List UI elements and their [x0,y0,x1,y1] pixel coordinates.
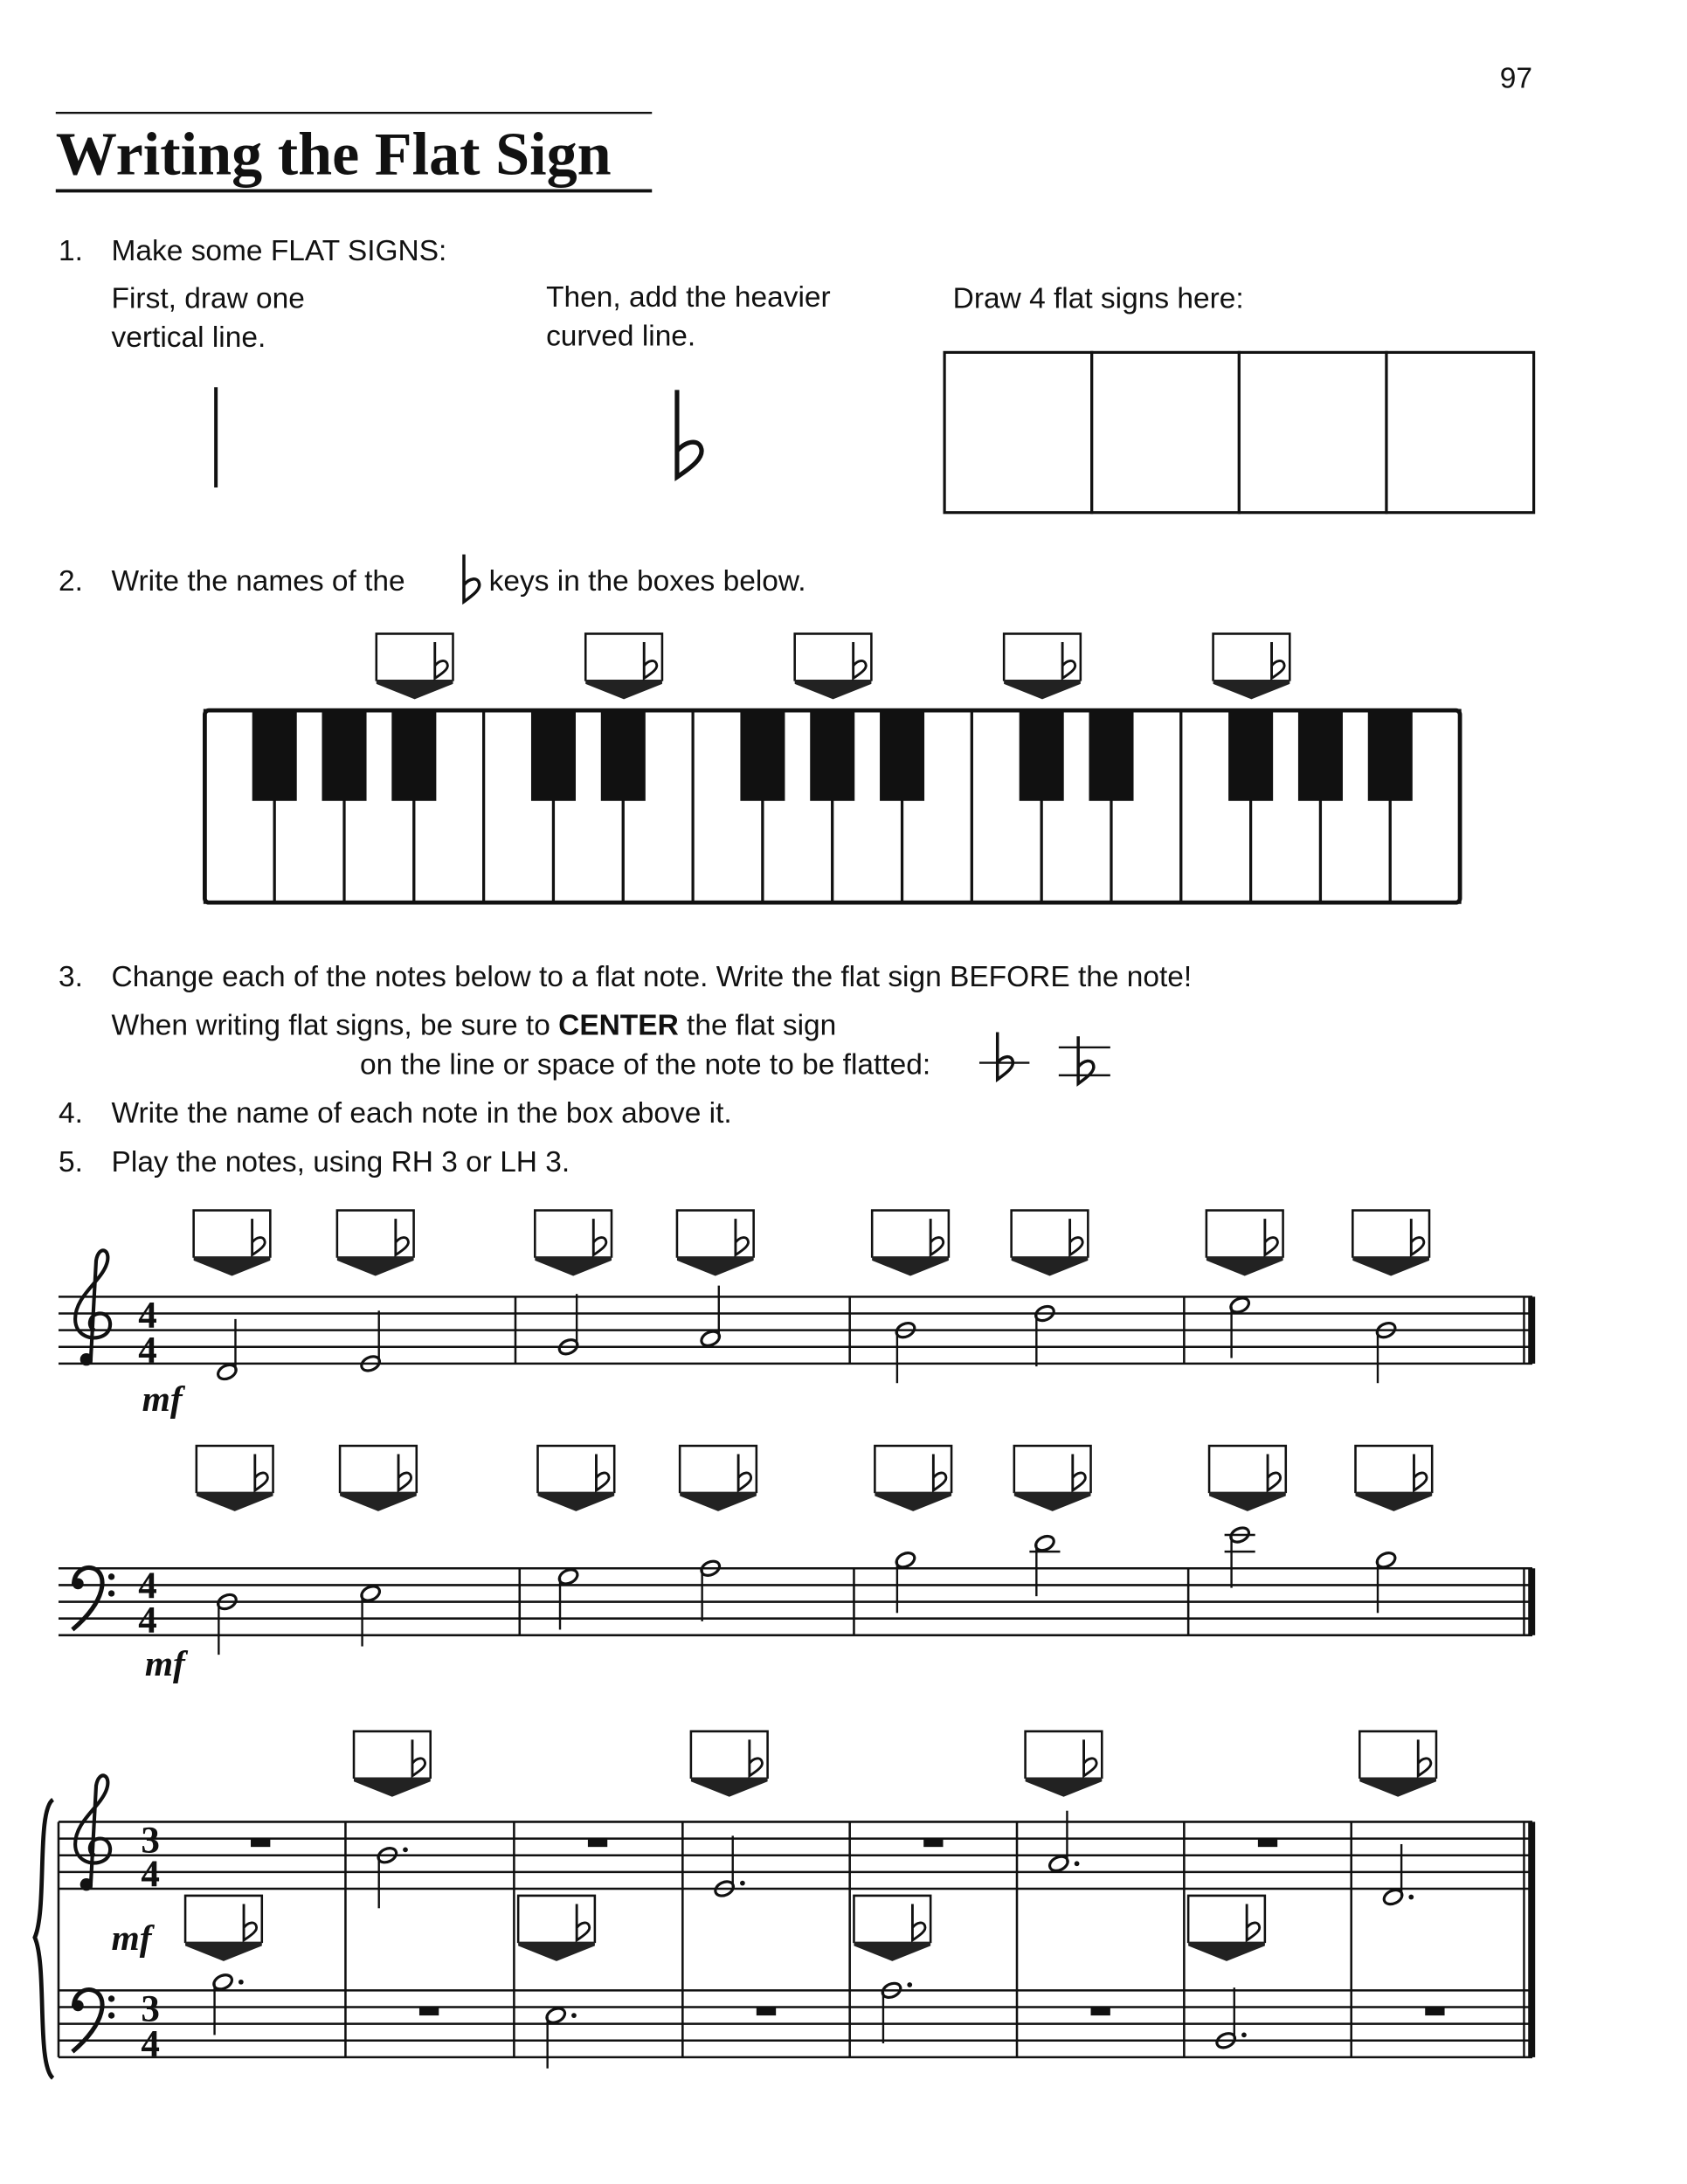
note-name-answer-box[interactable] [1213,633,1290,699]
note-name-answer-box[interactable] [1012,1211,1089,1276]
item4-number: 4. [58,1097,83,1130]
half-note [699,1286,722,1349]
answer-box-pointer [691,1777,768,1796]
treble-exercise-staff [59,1211,1535,1384]
bass-clef-dot [108,1573,114,1579]
item5-number: 5. [58,1145,83,1178]
bass-clef-icon [73,1567,114,1629]
answer-box-pointer [1359,1777,1436,1796]
flat-sign-example [677,390,702,477]
step2-line2: curved line. [546,320,696,353]
step1-line2: vertical line. [111,321,266,355]
step2-line1: Then, add the heavier [546,280,831,314]
note-name-answer-box[interactable] [340,1446,417,1511]
answer-box-pointer [185,1942,262,1961]
grand-bass-time-top: 3 [141,1988,160,2030]
bass-clef-dot [108,2012,114,2018]
final-bar-thick [1528,1296,1535,1364]
note-dot [403,1847,408,1852]
final-bar-thick [1528,1821,1535,2056]
item2-text-before: Write the names of the [111,565,405,598]
flat-practice-boxes [944,352,1533,512]
item3-text: Change each of the notes below to a flat note. Write the flat sign BEFORE the note! [111,960,1193,993]
black-key [1089,710,1133,801]
answer-box-pointer [1004,680,1081,699]
half-note [557,1567,580,1630]
flat-in-space-example [1059,1036,1110,1083]
dotted-half-note [544,2006,577,2069]
final-bar-thick [1528,1568,1535,1635]
item3-line3: on the line or space of the note to be flatted: [360,1048,931,1082]
black-key [1020,710,1064,801]
answer-box-pointer [677,1256,754,1275]
note-name-answer-box[interactable] [197,1446,273,1511]
black-key [1228,710,1273,801]
answer-box-pointer [1014,1492,1091,1511]
flat-icon [464,555,480,602]
note-dot [1075,1861,1080,1866]
bass-clef-dot [73,1578,84,1589]
answer-box-pointer [1352,1256,1429,1275]
note-dot [740,1881,745,1886]
whole-rest [923,1839,943,1848]
note-name-answer-box[interactable] [1352,1211,1429,1276]
answer-box-pointer [875,1492,951,1511]
note-name-answer-box[interactable] [354,1731,431,1797]
bass-clef-icon [73,1990,114,2052]
note-name-answer-box[interactable] [518,1896,595,1961]
flat-practice-box[interactable] [1239,352,1386,512]
page-number: 97 [1499,62,1533,95]
brace-icon [35,1800,53,2078]
black-key [880,710,924,801]
music-exercises [35,1211,1535,2078]
grand-staff-exercise [35,1731,1535,2078]
note-name-answer-box[interactable] [1004,633,1081,699]
answer-box-pointer [872,1256,949,1275]
whole-rest [251,1839,270,1848]
note-name-answer-box[interactable] [535,1211,612,1276]
black-key [1368,710,1413,801]
item3-number: 3. [58,960,83,993]
answer-box-pointer [1355,1492,1432,1511]
dotted-half-note [211,1973,244,2035]
note-name-answer-box[interactable] [1188,1896,1265,1961]
black-key [1298,710,1343,801]
item3-center-instruction [112,1010,837,1042]
note-name-answer-box[interactable] [377,633,453,699]
answer-box-pointer [1188,1942,1265,1961]
flat-on-line-example [979,1032,1029,1079]
treble-clef-icon [75,1775,110,1890]
note-name-answer-box[interactable] [194,1211,271,1276]
bass-clef-dot [108,1995,114,2001]
answer-box-pointer [377,680,453,699]
whole-rest [757,2008,776,2016]
note-name-answer-box[interactable] [337,1211,414,1276]
flat-practice-box[interactable] [1092,352,1240,512]
note-dot [239,1980,244,1985]
black-key [740,710,785,801]
treble-clef-tail [80,1353,93,1365]
black-key [601,710,646,801]
dotted-half-note [1047,1811,1080,1874]
answer-box-pointer [535,1256,612,1275]
bass-dynamic: mf [144,1643,185,1684]
note-name-answer-box[interactable] [1206,1211,1283,1276]
answer-box-pointer [1206,1256,1283,1275]
answer-box-pointer [518,1942,595,1961]
answer-box-pointer [340,1492,417,1511]
item4-text: Write the name of each note in the box above it. [111,1097,732,1130]
note-name-answer-box[interactable] [185,1896,262,1961]
flat-practice-box[interactable] [944,352,1092,512]
grand-treble-time-top: 3 [141,1820,160,1862]
answer-box-pointer [854,1942,930,1961]
half-note [359,1584,382,1647]
item1-text: Make some FLAT SIGNS: [111,235,447,268]
half-note [1225,1525,1255,1588]
bass-time-bottom: 4 [138,1600,157,1641]
bass-clef-path [73,1567,102,1629]
answer-box-pointer [795,680,872,699]
note-name-answer-box[interactable] [691,1731,768,1797]
note-name-answer-box[interactable] [1026,1731,1103,1797]
item1-number: 1. [58,235,83,268]
note-name-answer-box[interactable] [795,633,872,699]
answer-box-pointer [337,1256,414,1275]
grand-dynamic: mf [111,1918,152,1959]
note-name-answer-box[interactable] [1359,1731,1436,1797]
bass-clef-dot [73,2001,84,2012]
note-dot [1408,1895,1414,1900]
whole-rest [419,2008,439,2016]
black-key [531,710,576,801]
black-key [391,710,436,801]
answer-box-pointer [197,1492,273,1511]
answer-box-pointer [1213,680,1290,699]
treble-time-top: 4 [138,1295,157,1337]
treble-clef-tail [80,1878,93,1890]
note-dot [1241,2033,1247,2038]
half-note [1029,1533,1060,1596]
note-name-answer-box[interactable] [680,1446,757,1511]
note-name-answer-box[interactable] [585,633,662,699]
half-note [1375,1550,1398,1613]
note-name-answer-box[interactable] [677,1211,754,1276]
note-name-answer-box[interactable] [854,1896,930,1961]
center-text-a: When writing flat signs, be sure to [111,1009,559,1042]
answer-box-pointer [354,1777,431,1796]
page-title: Writing the Flat Sign [55,120,612,189]
step1-line1: First, draw one [111,282,305,315]
note-name-answer-box[interactable] [872,1211,949,1276]
answer-box-pointer [1209,1492,1286,1511]
bass-exercise-staff [59,1446,1535,1655]
note-name-answer-box[interactable] [875,1446,951,1511]
bass-time-top: 4 [138,1565,157,1607]
note-name-answer-box[interactable] [1209,1446,1286,1511]
answer-box-pointer [585,680,662,699]
flat-practice-box[interactable] [1386,352,1534,512]
note-name-answer-box[interactable] [537,1446,614,1511]
bass-clef-path [73,1990,102,2052]
item2-number: 2. [58,565,83,598]
whole-rest [1425,2008,1444,2016]
half-note [216,1319,239,1382]
black-key [252,710,297,801]
answer-box-pointer [537,1492,614,1511]
grand-bass-time-bottom: 4 [141,2023,160,2065]
half-note [1228,1296,1251,1358]
center-text-b: the flat sign [678,1009,837,1042]
note-dot [907,1982,912,1987]
center-text-bold: CENTER [558,1009,679,1042]
item2-text-after: keys in the boxes below. [488,565,806,598]
item5-text: Play the notes, using RH 3 or LH 3. [111,1145,570,1178]
answer-box-pointer [1012,1256,1089,1275]
black-key [810,710,854,801]
whole-rest [588,1839,607,1848]
answer-box-pointer [680,1492,757,1511]
black-key [322,710,367,801]
answer-box-pointer [194,1256,271,1275]
grand-treble-time-bottom: 4 [141,1853,160,1895]
half-note [895,1550,917,1613]
treble-clef-icon [75,1250,110,1365]
piano-keyboard [204,633,1460,902]
step3-text: Draw 4 flat signs here: [952,282,1244,315]
whole-rest [1091,2008,1110,2016]
bass-clef-dot [108,1590,114,1596]
treble-dynamic: mf [142,1379,183,1420]
treble-time-bottom: 4 [138,1330,157,1372]
note-name-answer-box[interactable] [1014,1446,1091,1511]
answer-box-pointer [1026,1777,1103,1796]
note-name-answer-box[interactable] [1355,1446,1432,1511]
whole-rest [1258,1839,1277,1848]
dotted-half-note [1382,1844,1414,1907]
note-dot [571,2013,577,2018]
